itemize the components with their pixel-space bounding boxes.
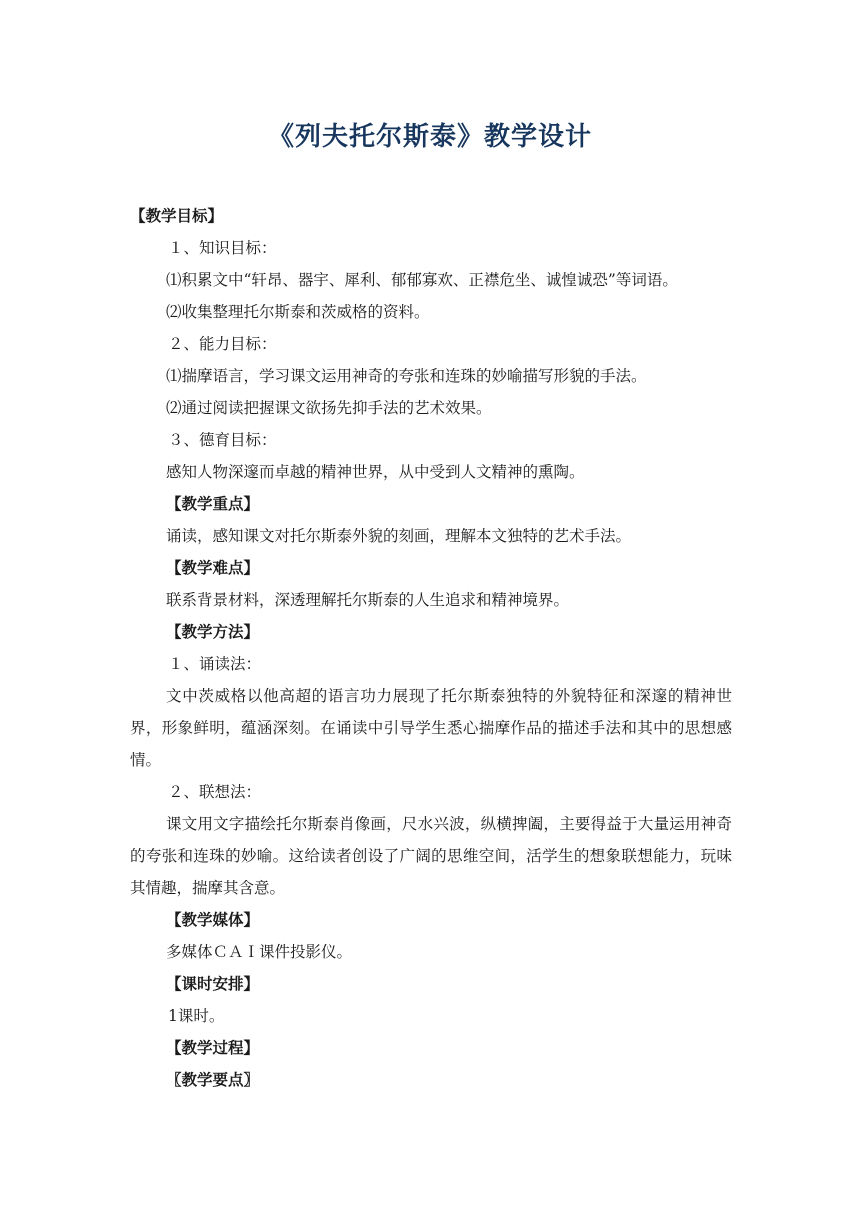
- section-heading-keypoints: 〖教学要点〗: [166, 1071, 260, 1089]
- document-body: [130, 200, 732, 1096]
- section-heading-goals: 【教学目标】: [130, 207, 224, 225]
- key-text: 诵读，感知课文对托尔斯泰外貌的刻画，理解本文独特的艺术手法。: [166, 527, 632, 545]
- method2-paragraph: 课文用文字描绘托尔斯泰肖像画，尺水兴波，纵横捭阖，主要得益于大量运用神奇的夸张和连珠的妙喻。这给读者创设了广阔的思维空间，活学生的想象联想能力，玩味其情趣，揣摩其含意。: [130, 815, 732, 897]
- goal3-heading: ３、德育目标：: [168, 431, 277, 449]
- section-heading-schedule: 【课时安排】: [166, 975, 260, 993]
- goal1-heading: １、知识目标：: [168, 239, 277, 257]
- method1-paragraph: 文中茨威格以他高超的语言功力展现了托尔斯泰独特的外貌特征和深邃的精神世界，形象鲜明，蕴涵深刻。在诵读中引导学生悉心揣摩作品的描述手法和其中的思想感情。: [130, 687, 732, 769]
- difficulty-text: 联系背景材料，深透理解托尔斯泰的人生追求和精神境界。: [166, 591, 570, 609]
- section-heading-process: 【教学过程】: [166, 1039, 260, 1057]
- schedule-text: 1课时。: [168, 1007, 225, 1025]
- goal3-item1: 感知人物深邃而卓越的精神世界，从中受到人文精神的熏陶。: [166, 463, 585, 481]
- goal2-item2: ⑵通过阅读把握课文欲扬先抑手法的艺术效果。: [166, 399, 492, 417]
- section-heading-method: 【教学方法】: [166, 623, 260, 641]
- section-heading-media: 【教学媒体】: [166, 911, 260, 929]
- media-text: 多媒体ＣＡＩ课件投影仪。: [166, 943, 353, 961]
- method1-heading: １、诵读法：: [168, 655, 262, 673]
- goal1-item2: ⑵收集整理托尔斯泰和茨威格的资料。: [166, 303, 430, 321]
- section-heading-difficulty: 【教学难点】: [166, 559, 260, 577]
- document-title: 《列夫托尔斯泰》教学设计: [267, 122, 592, 152]
- section-heading-key: 【教学重点】: [166, 495, 260, 513]
- goal2-heading: ２、能力目标：: [168, 335, 277, 353]
- method2-heading: ２、联想法：: [168, 783, 262, 801]
- goal2-item1: ⑴揣摩语言，学习课文运用神奇的夸张和连珠的妙喻描写形貌的手法。: [166, 367, 647, 385]
- goal1-item1: ⑴积累文中“轩昂、器宇、犀利、郁郁寡欢、正襟危坐、诚惶诚恐”等词语。: [166, 271, 678, 289]
